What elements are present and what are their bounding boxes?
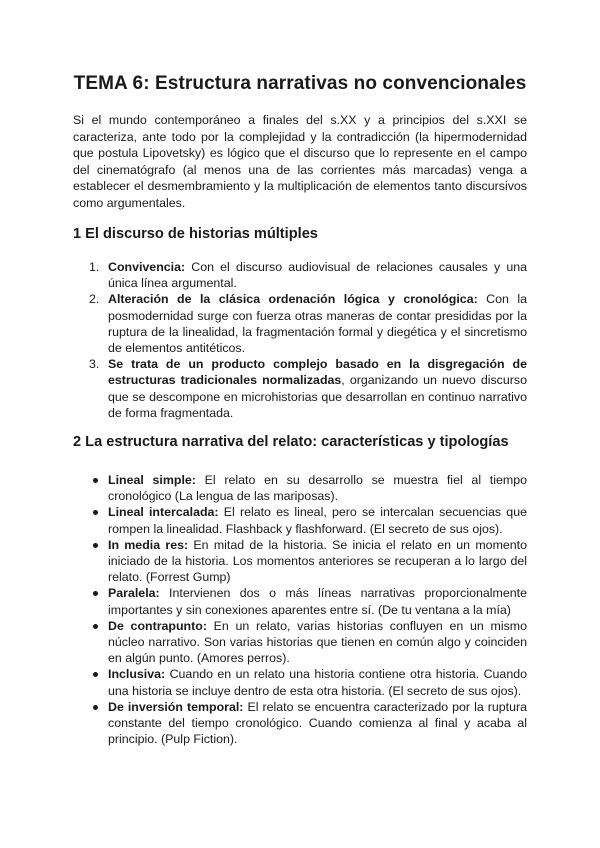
intro-paragraph: Si el mundo contemporáneo a finales del s.XX y a principios del s.XXI se caracteriza, ante todo por la complejidad y la contradicción (la hipermodernidad que postula Lipovetsky) es lógico que el discurso que lo represente en el campo del cinematógrafo (al menos una de las corrientes más marcadas) venga a establecer el desmembramiento y la multiplicación de elementos tanto discursivos como argumentales. (73, 113, 527, 210)
list-item (73, 291, 527, 356)
item-text: Intervienen dos o más líneas narrativas proporcionalmente importantes y sin conexiones aparentes entre sí. (De tu ventana a la mía) (108, 586, 527, 617)
document-title: TEMA 6: Estructura narrativas no convencionales (73, 73, 527, 94)
item-term: De inversión temporal: (108, 699, 244, 714)
list-item (73, 356, 527, 421)
bullet-icon (93, 591, 98, 596)
item-term: Convivencia: (108, 260, 186, 274)
item-term: Lineal simple: (108, 473, 196, 487)
list-item (73, 585, 527, 617)
item-text: Con la posmodernidad surge con fuerza otras maneras de contar presididas por la ruptura de la linealidad, la fragmentación formal y diegética y el sincretismo de elementos antitéticos. (108, 292, 527, 356)
bullet-icon (93, 478, 98, 483)
list-item (73, 472, 527, 504)
bullet-icon (93, 672, 98, 677)
item-term: Se trata de un producto complejo basado en la disgregación de estructuras tradicionales normalizadas (108, 357, 527, 388)
list-item (73, 259, 527, 291)
bullet-icon (93, 510, 98, 515)
item-text: El relato se encuentra caracterizado por la ruptura constante del tiempo cronológico. Cuando comienza al final y acaba al principio. (Pulp Fiction). (108, 699, 527, 747)
item-term: Inclusiva: (108, 667, 166, 682)
item-text: El relato es lineal, pero se intercalan secuencias que rompen la linealidad. Flashback y flashforward. (El secreto de sus ojos). (108, 505, 527, 536)
item-text: Con el discurso audiovisual de relaciones causales y una única línea argumental. (108, 260, 527, 291)
list-item (73, 504, 527, 536)
list-item (73, 699, 527, 748)
list-item (73, 666, 527, 698)
section-1-list (73, 259, 527, 421)
list-number: 3. (89, 357, 100, 372)
list-number: 2. (89, 292, 100, 307)
item-text: En un relato, varias historias confluyen en un mismo núcleo narrativo. Son varias historias que tienen en común algo y coinciden en algún punto. (Amores perros). (108, 618, 527, 666)
section-2-heading: 2 La estructura narrativa del relato: características y tipologías (73, 434, 509, 450)
item-term: In media res: (108, 537, 189, 552)
bullet-icon (93, 624, 98, 629)
list-number: 1. (89, 260, 100, 274)
section-1-heading: 1 El discurso de historias múltiples (73, 226, 318, 242)
item-term: De contrapunto: (108, 618, 207, 633)
list-item (73, 618, 527, 667)
bullet-icon (93, 705, 98, 710)
list-item (73, 537, 527, 586)
item-text: El relato en su desarrollo se muestra fiel al tiempo cronológico (La lengua de las mariposas). (108, 473, 527, 504)
item-term: Alteración de la clásica ordenación lógica y cronológica: (108, 292, 478, 307)
item-term: Paralela: (108, 586, 160, 601)
item-text: Cuando en un relato una historia contiene otra historia. Cuando una historia se incluye dentro de esta otra historia. (El secreto de sus ojos). (108, 667, 527, 698)
item-term: Lineal intercalada: (108, 505, 219, 520)
item-text: , organizando un nuevo discurso que se descompone en microhistorias que desarrollan en continuo narrativo de forma fragmentada. (108, 373, 527, 420)
item-text: En mitad de la historia. Se inicia el relato en un momento iniciado de la historia. Los momentos anteriores se recuperan a lo largo del relato. (Forrest Gump) (108, 537, 528, 585)
section-2-list (73, 472, 527, 747)
bullet-icon (93, 543, 98, 548)
